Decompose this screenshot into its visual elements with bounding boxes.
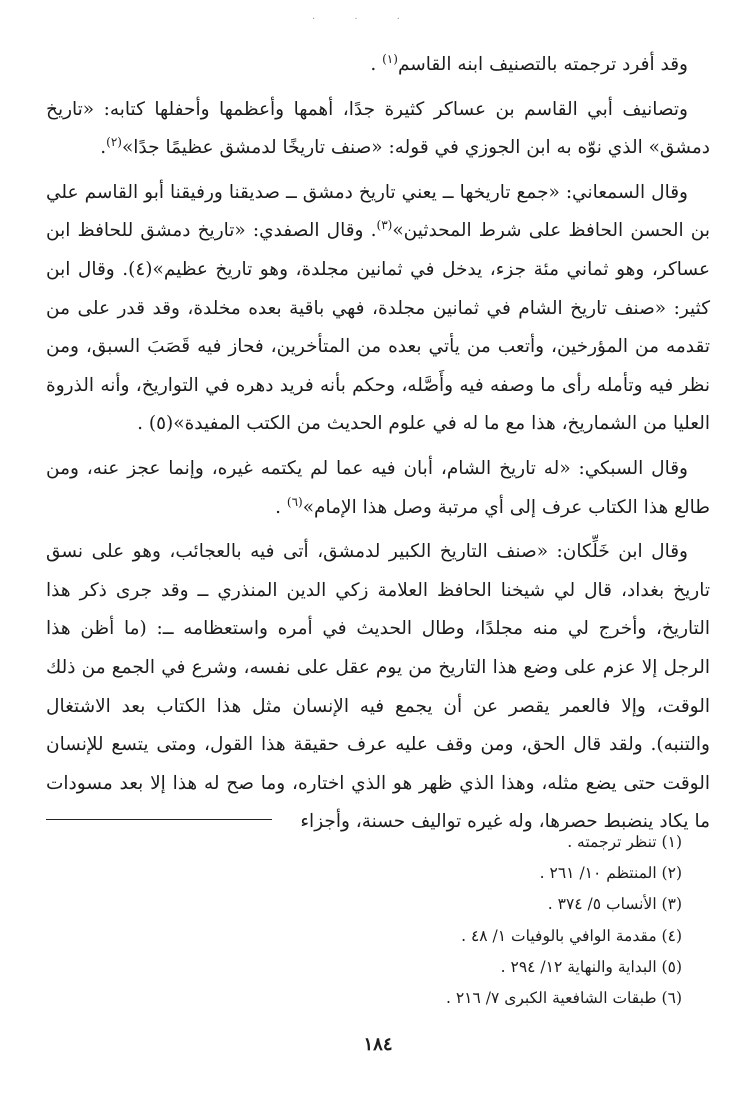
- paragraph-2: [46, 91, 710, 168]
- footnote: (٢) المنتظم ١٠/ ٢٦١ .: [539, 864, 682, 883]
- paragraph-tail: .: [100, 137, 107, 159]
- footnote-mark: (٦): [286, 494, 303, 509]
- scan-artifact-dots: · · ·: [312, 14, 418, 25]
- paragraph-tail: .: [275, 496, 287, 518]
- footnote-separator: [46, 819, 272, 820]
- main-text: [46, 46, 710, 848]
- footnote-mark: (٣): [376, 218, 393, 233]
- page-number: ١٨٤: [363, 1034, 393, 1055]
- paragraph-text: وقد أفرد ترجمته بالتصنيف ابنه القاسم: [397, 54, 688, 75]
- paragraph-4: [46, 450, 710, 527]
- paragraph-text: وقال السبكي: «له تاريخ الشام، أبان فيه عما لم يكتمه غيره، وإنما عجز عنه، ومن طالع هذا الكتاب عرف إلى أي مرتبة وصل هذا الإمام»: [46, 457, 710, 518]
- footnote-mark: (١): [382, 51, 398, 66]
- paragraph-text: وتصانيف أبي القاسم بن عساكر كثيرة جدًا، أهمها وأعظمها وأحفلها كتابه: «تاريخ دمشق» الذي نوّه به ابن الجوزي في قوله: «صنف تاريخًا لدمشق عظيمًا جدًا»: [46, 98, 710, 159]
- footnote-mark: (٢): [106, 135, 122, 150]
- footnote: (٤) مقدمة الوافي بالوفيات ١/ ٤٨ .: [461, 926, 682, 945]
- paragraph-1: [46, 46, 710, 85]
- paragraph-tail: .: [370, 54, 383, 75]
- paragraph-5: [46, 533, 710, 842]
- paragraph-text: وقال السمعاني: «جمع تاريخها ــ يعني تاريخ دمشق ــ صديقنا ورفيقنا أبو القاسم علي بن الحسن الحافظ على شرط المحدثين»: [46, 181, 710, 242]
- footnote: (٣) الأنساب ٥/ ٣٧٤ .: [547, 895, 682, 914]
- paragraph-tail: . وقال الصفدي: «تاريخ دمشق للحافظ ابن عساكر، وهو ثماني مئة جزء، يدخل في ثمانين مجلدة، وهو تاريخ عظيم»(٤). وقال ابن كثير: «صنف تاريخ الشام في ثمانين مجلدة، فهي باقية بعده مخلدة، وقد قدر على من تقدمه من المؤرخين، وأتعب من يأتي بعده من المتأخرين، فحاز فيه قَصَبَ السبق، ومن نظر فيه وتأمله رأى ما وصفه فيه وأَصَّله، وحكم بأنه فريد دهره في التواريخ، وأنه الذروة العليا من الشماريخ، هذا مع ما له في علوم الحديث من الكتب المفيدة»(٥) .: [46, 220, 710, 435]
- footnotes-list: [446, 827, 682, 1014]
- footnote: (٥) البداية والنهاية ١٢/ ٢٩٤ .: [500, 957, 682, 976]
- paragraph-text: وقال ابن خَلِّكان: «صنف التاريخ الكبير لدمشق، أتى فيه بالعجائب، وهو على نسق تاريخ بغداد، قال لي شيخنا الحافظ العلامة زكي الدين المنذري ــ وقد جرى ذكر هذا التاريخ، وأخرج لي منه مجلدًا، وطال الحديث في أمره واستعظامه ــ: (ما أظن هذا الرجل إلا عزم على وضع هذا التاريخ من يوم عقل على نفسه، وشرع في الجمع من ذلك الوقت، وإلا فالعمر يقصر عن أن يجمع فيه الإنسان مثل هذا الكتاب بعد الاشتغال والتنبه). ولقد قال الحق، ومن وقف عليه عرف حقيقة هذا القول، ومتى يتسع للإنسان الوقت حتى يضع مثله، وهذا الذي ظهر هو الذي اختاره، وما صح له هذا إلا بعد مسودات ما يكاد ينضبط حصرها، وله غيره تواليف حسنة، وأجزاء: [46, 541, 710, 833]
- footnote: (١) تنظر ترجمته .: [567, 833, 682, 851]
- paragraph-3: [46, 174, 710, 444]
- footnote: (٦) طبقات الشافعية الكبرى ٧/ ٢١٦ .: [445, 989, 682, 1008]
